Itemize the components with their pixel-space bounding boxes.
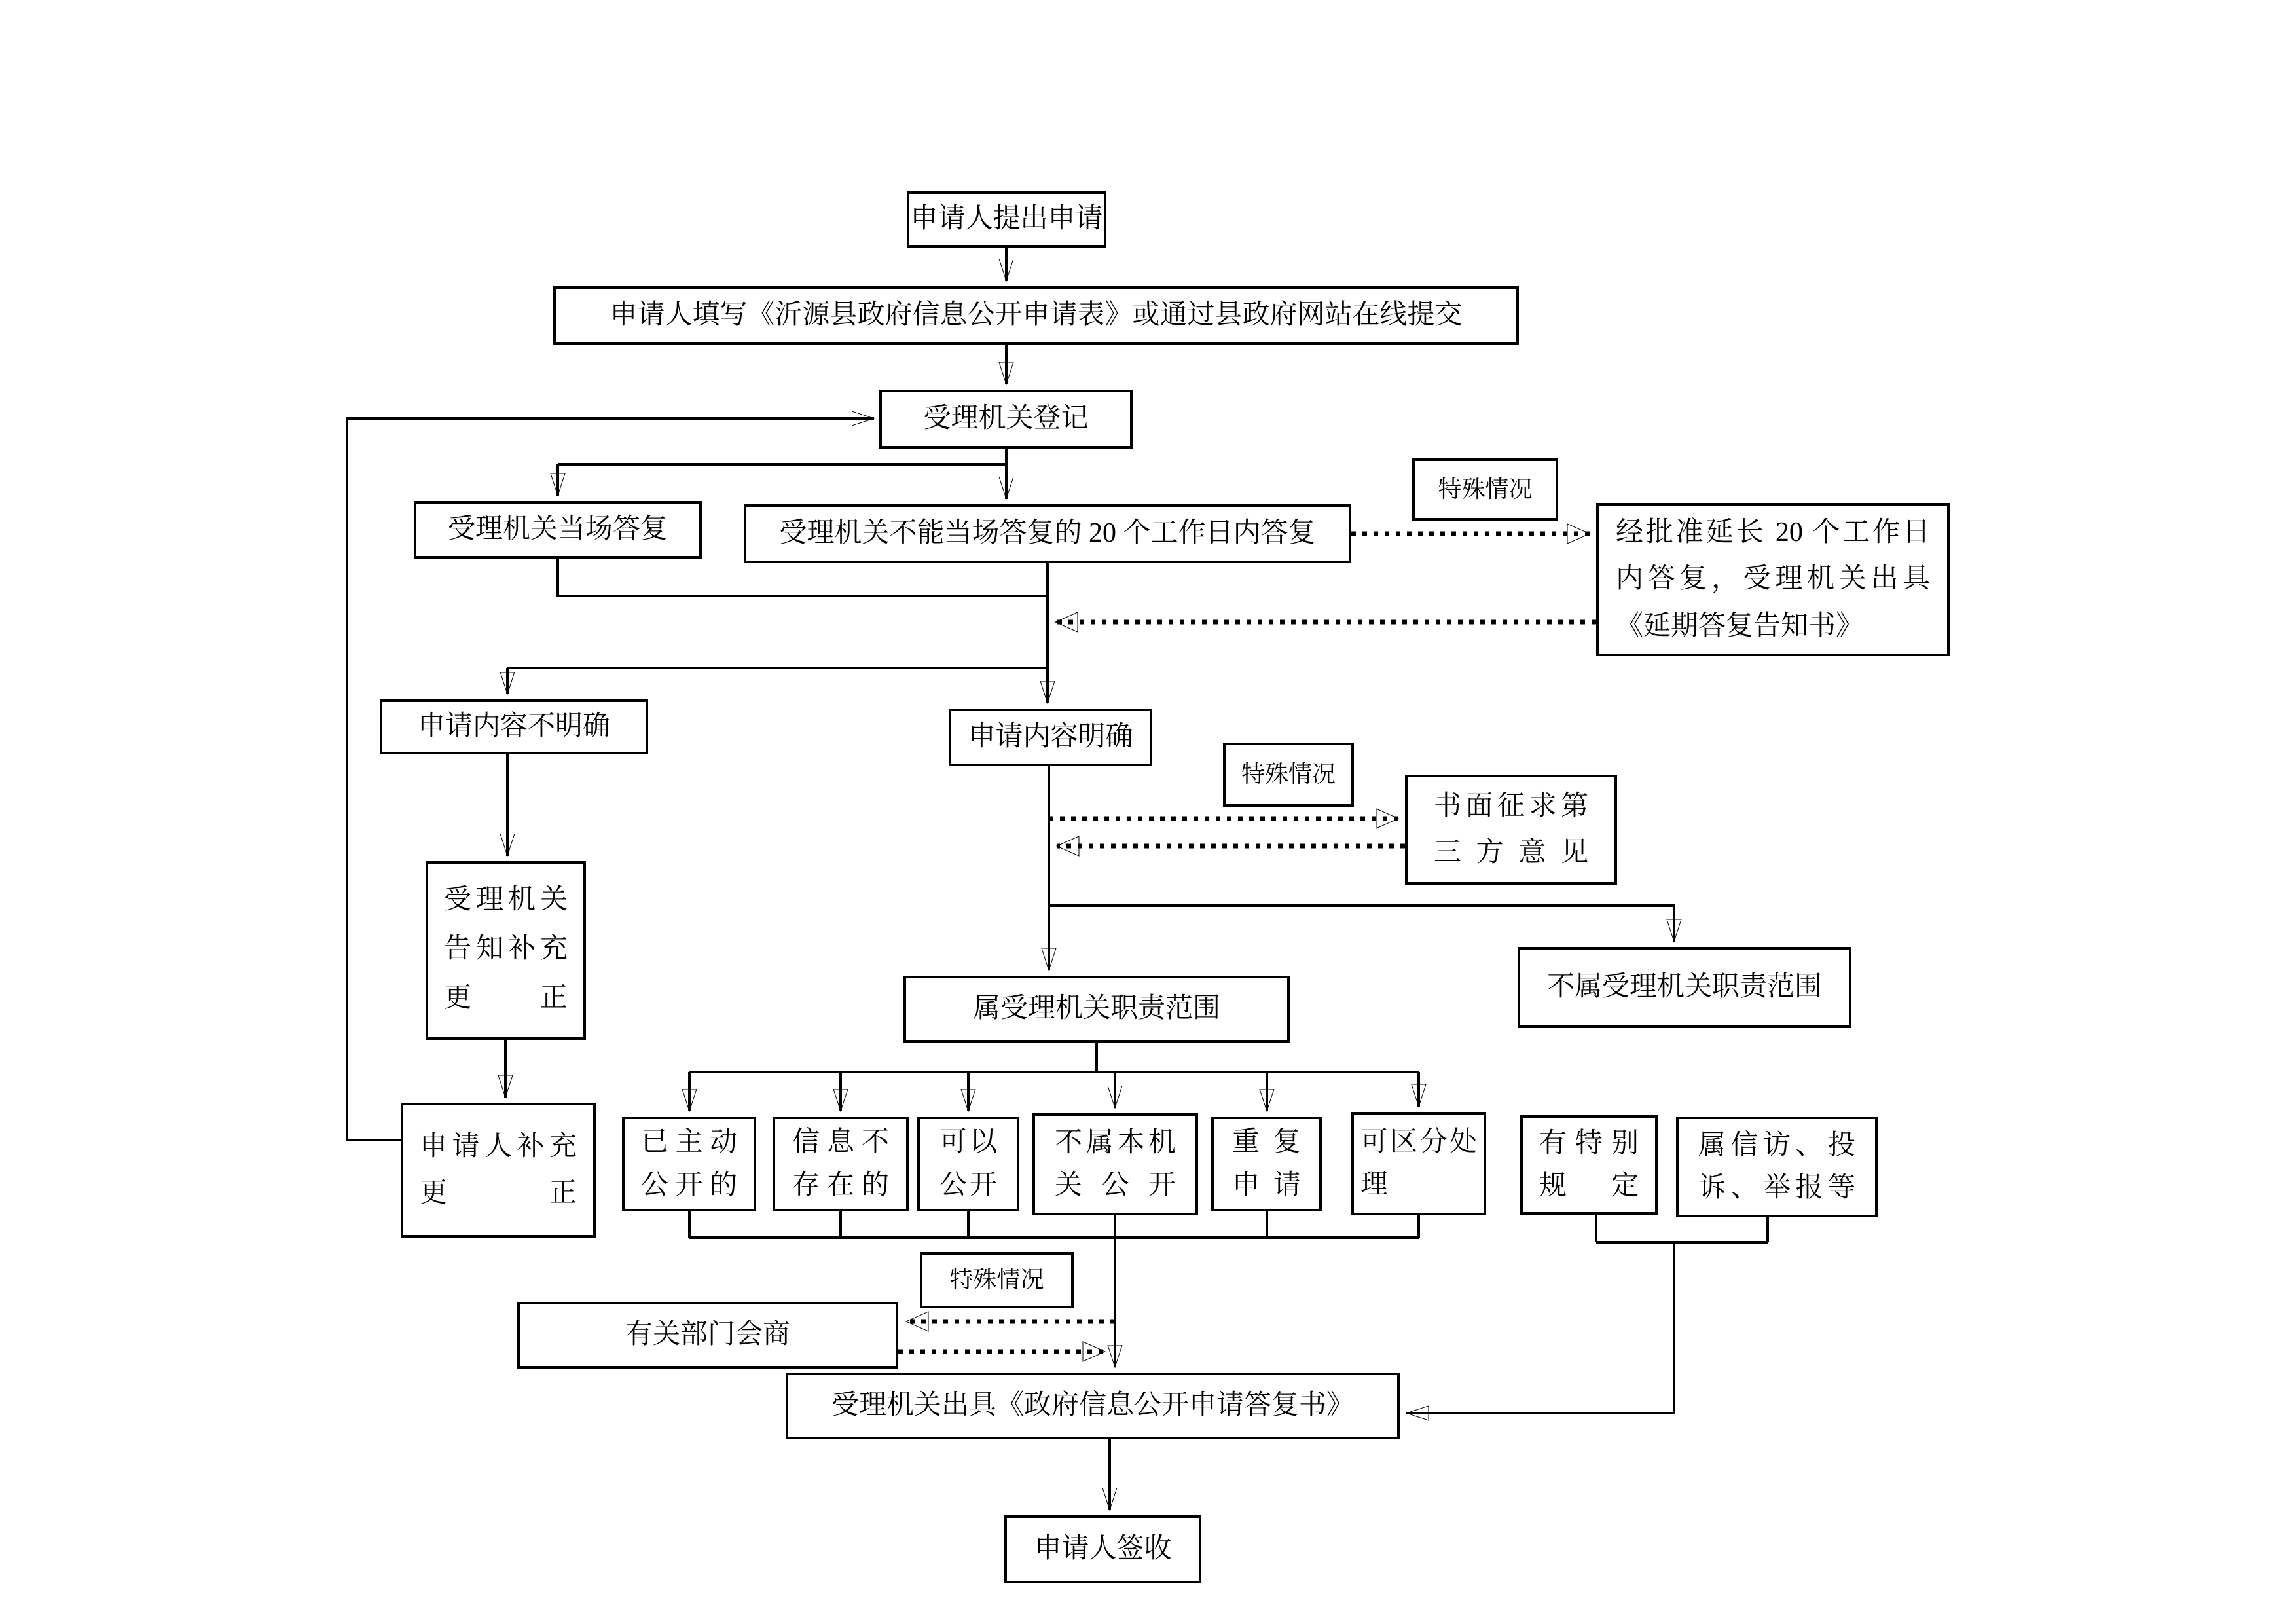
node-content-clear: 申请内容明确 (949, 709, 1152, 766)
node-third-party-opinion: 书面征求第三方意见 (1405, 775, 1617, 885)
edge-branch-to-outscope (1049, 906, 1674, 942)
node-reply-within-20-days: 受理机关不能当场答复的 20 个工作日内答复 (744, 504, 1351, 563)
edge-right-pair-collector (1596, 1215, 1768, 1242)
node-register: 受理机关登记 (879, 390, 1133, 449)
node-special-case-label-2: 特殊情况 (1223, 743, 1354, 807)
node-separable-handle: 可区分处理 (1351, 1112, 1486, 1215)
node-content-unclear: 申请内容不明确 (380, 699, 648, 754)
node-in-scope: 属受理机关职责范围 (903, 976, 1290, 1043)
edge-rightpair-to-issue (1406, 1242, 1674, 1413)
node-onspot-reply: 受理机关当场答复 (414, 501, 702, 559)
node-petition-complaint: 属信访、投诉、举报等 (1676, 1116, 1878, 1217)
node-special-case-label-1: 特殊情况 (1412, 458, 1558, 521)
node-issue-reply: 受理机关出具《政府信息公开申请答复书》 (786, 1373, 1400, 1439)
node-repeat-apply: 重复申请 (1211, 1116, 1322, 1211)
edge-onspot-merge (558, 559, 1048, 596)
node-fill-application-form: 申请人填写《沂源县政府信息公开申请表》或通过县政府网站在线提交 (553, 286, 1519, 345)
edge-six-collector-stubs (689, 1211, 1419, 1238)
node-out-of-scope: 不属受理机关职责范围 (1518, 947, 1851, 1028)
node-dept-consult: 有关部门会商 (517, 1302, 898, 1369)
node-special-case-label-3: 特殊情况 (920, 1252, 1074, 1308)
node-applicant-supplement: 申请人补充更正 (401, 1103, 596, 1238)
node-sign-receive: 申请人签收 (1004, 1515, 1201, 1583)
node-info-not-exist: 信息不存在的 (773, 1116, 909, 1211)
node-applicant-start: 申请人提出申请 (907, 191, 1106, 248)
node-already-public: 已主动公开的 (622, 1116, 756, 1211)
node-extend-20-days: 经批准延长 20 个工作日内答复，受理机关出具《延期答复告知书》 (1596, 503, 1950, 656)
node-special-rules: 有特别规定 (1520, 1115, 1658, 1215)
node-not-this-agency: 不属本机关公开 (1032, 1113, 1198, 1215)
node-can-public: 可以公开 (917, 1116, 1019, 1211)
node-notify-supplement: 受理机关告知补充更正 (426, 861, 586, 1040)
